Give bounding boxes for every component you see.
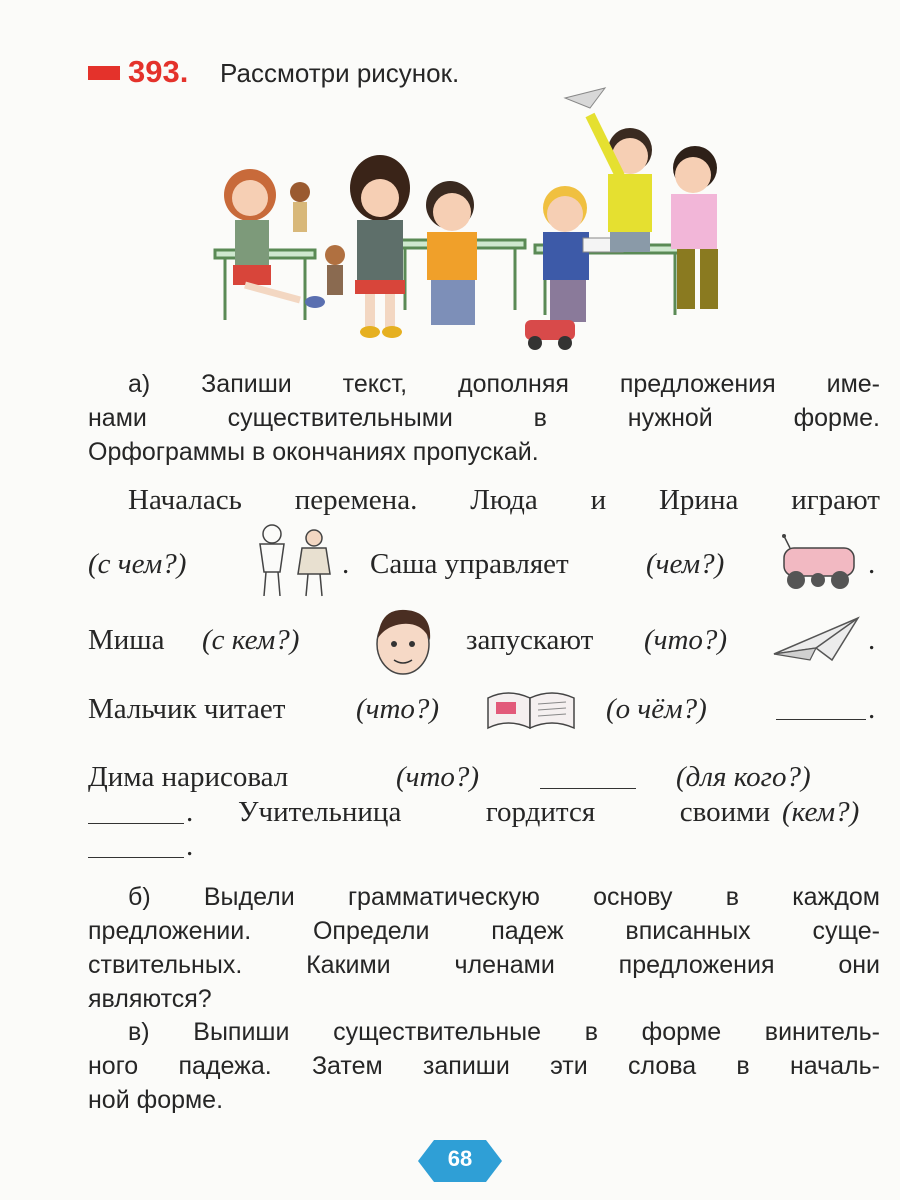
malchik-chitaet: Мальчик читает bbox=[88, 693, 286, 725]
question-chto: (что?) bbox=[644, 624, 728, 656]
dot: . bbox=[186, 830, 194, 862]
toy-car bbox=[525, 320, 575, 350]
zapuskayut: запускают bbox=[466, 624, 594, 656]
boy-sasha bbox=[426, 181, 477, 325]
task-b-line-4: являются? bbox=[88, 985, 212, 1013]
dot: . bbox=[868, 693, 876, 725]
answer-blank bbox=[776, 718, 866, 720]
exercise-title: Рассмотри рисунок. bbox=[220, 58, 460, 88]
answer-blank bbox=[540, 787, 636, 789]
question-chto: (что?) bbox=[356, 693, 440, 725]
word: играют bbox=[791, 484, 880, 516]
exercise-line-1 bbox=[128, 484, 880, 517]
question-s-chem: (с чем?) bbox=[88, 548, 187, 580]
answer-blank bbox=[88, 856, 184, 858]
question-kem: (кем?) bbox=[782, 796, 860, 828]
dot: . bbox=[868, 624, 876, 656]
task-b-line-2: предложении. Определи падеж вписанных суще- bbox=[88, 917, 880, 945]
task-c-line-3: ной форме. bbox=[88, 1086, 224, 1114]
boy-plane bbox=[565, 88, 652, 252]
task-c-line-2: ного падежа. Затем запиши эти слова в началь- bbox=[88, 1052, 880, 1080]
exercise-number: 393. bbox=[128, 54, 189, 89]
task-a-line-2: нами существительными в нужной форме. bbox=[88, 404, 880, 432]
boy-face-icon bbox=[370, 604, 436, 678]
girl-irina bbox=[350, 155, 410, 338]
dima-narisoval: Дима нарисовал bbox=[88, 761, 289, 793]
word: перемена. bbox=[294, 484, 418, 516]
question-s-kem: (с кем?) bbox=[202, 624, 300, 656]
exercise-marker bbox=[88, 66, 120, 80]
task-b-line-1: б) Выдели грамматическую основу в каждом bbox=[128, 883, 880, 911]
open-book-icon bbox=[484, 684, 578, 732]
word: и bbox=[590, 484, 607, 516]
sasha-upravlyaet: Саша управляет bbox=[370, 548, 569, 580]
girl-luda bbox=[224, 169, 325, 308]
dot: . bbox=[868, 548, 876, 580]
question-chem: (чем?) bbox=[646, 548, 725, 580]
word: Ирина bbox=[658, 484, 739, 516]
dot: . bbox=[186, 796, 194, 828]
paper-plane-icon bbox=[772, 614, 864, 664]
question-dlya-kogo: (для кого?) bbox=[676, 761, 811, 793]
word: Началась bbox=[128, 484, 242, 516]
question-o-chyom: (о чём?) bbox=[606, 693, 707, 725]
word: Люда bbox=[470, 484, 538, 516]
dolls bbox=[290, 182, 345, 295]
page-number: 68 bbox=[447, 1146, 473, 1171]
answer-blank bbox=[88, 822, 184, 824]
dolls-icon bbox=[248, 522, 340, 600]
toy-car-icon bbox=[776, 534, 862, 592]
task-a-line-1: а) Запиши текст, дополняя предложения име- bbox=[128, 370, 880, 398]
misha: Миша bbox=[88, 624, 165, 656]
uchitelnitsa: Учительница гордится своими bbox=[238, 796, 770, 828]
task-b-line-3: ствительных. Какими членами предложения они bbox=[88, 951, 880, 979]
children-illustration bbox=[205, 80, 745, 355]
task-c-line-1: в) Выпиши существительные в форме винитель- bbox=[128, 1018, 880, 1046]
dot: . bbox=[342, 548, 350, 580]
question-chto: (что?) bbox=[396, 761, 480, 793]
task-a-line-3: Орфограммы в окончаниях пропускай. bbox=[88, 438, 539, 466]
boy-misha bbox=[671, 146, 718, 309]
